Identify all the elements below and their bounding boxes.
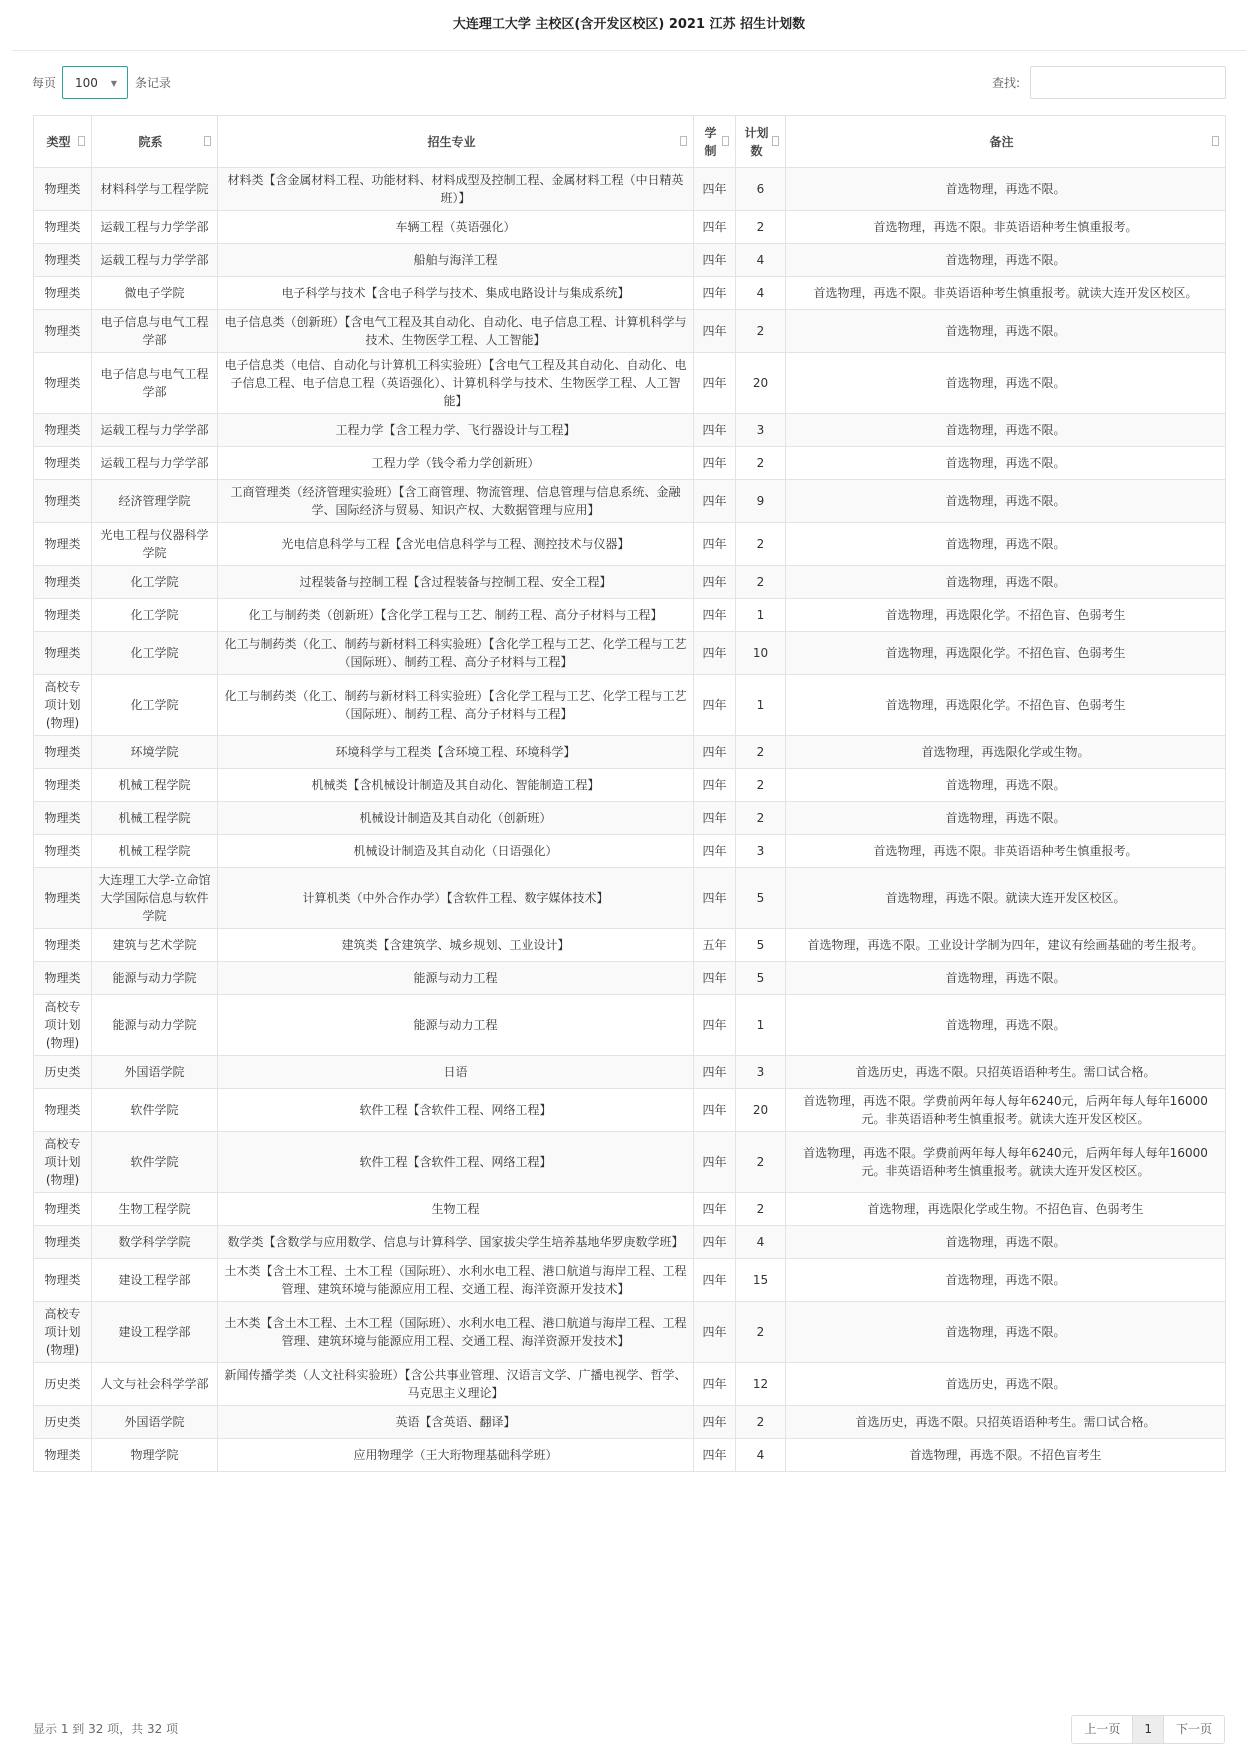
cell-department: 建设工程学部 (92, 1302, 218, 1363)
cell-plan-count: 4 (736, 277, 786, 310)
cell-remarks: 首选物理，再选不限。学费前两年每人每年6240元，后两年每人每年16000元。非英语语种考生慎重报考。就读大连开发区校区。 (786, 1132, 1226, 1193)
cell-department: 人文与社会科学学部 (92, 1363, 218, 1406)
cell-plan-count: 5 (736, 868, 786, 929)
cell-remarks: 首选物理，再选限化学或生物。 (786, 736, 1226, 769)
table-row (34, 802, 1226, 835)
cell-type: 物理类 (34, 244, 92, 277)
page-1-button[interactable]: 1 (1132, 1716, 1163, 1743)
cell-type: 物理类 (34, 1439, 92, 1472)
cell-plan-count: 6 (736, 168, 786, 211)
cell-remarks: 首选物理，再选不限。 (786, 802, 1226, 835)
cell-remarks: 首选物理，再选不限。不招色盲考生 (786, 1439, 1226, 1472)
cell-major: 船舶与海洋工程 (218, 244, 694, 277)
table-row (34, 1439, 1226, 1472)
cell-department: 材料科学与工程学院 (92, 168, 218, 211)
column-header-major[interactable] (218, 116, 694, 168)
cell-remarks: 首选物理，再选不限。非英语语种考生慎重报考。 (786, 211, 1226, 244)
cell-major: 应用物理学（王大珩物理基础科学班） (218, 1439, 694, 1472)
per-page-label: 每页 (32, 76, 57, 90)
cell-remarks: 首选物理，再选不限。 (786, 353, 1226, 414)
sort-icon (722, 136, 729, 146)
cell-duration: 四年 (694, 868, 736, 929)
cell-duration: 四年 (694, 1363, 736, 1406)
cell-major: 环境科学与工程类【含环境工程、环境科学】 (218, 736, 694, 769)
cell-plan-count: 2 (736, 566, 786, 599)
column-header-plan-count[interactable] (736, 116, 786, 168)
next-page-button[interactable]: 下一页 (1163, 1716, 1224, 1743)
cell-department: 运载工程与力学学部 (92, 447, 218, 480)
cell-department: 光电工程与仪器科学学院 (92, 523, 218, 566)
cell-department: 建筑与艺术学院 (92, 929, 218, 962)
cell-department: 机械工程学院 (92, 769, 218, 802)
table-row (34, 1226, 1226, 1259)
cell-plan-count: 3 (736, 1056, 786, 1089)
cell-major: 建筑类【含建筑学、城乡规划、工业设计】 (218, 929, 694, 962)
cell-department: 经济管理学院 (92, 480, 218, 523)
cell-type: 历史类 (34, 1406, 92, 1439)
per-page-value: 100 (75, 76, 98, 90)
cell-type: 物理类 (34, 211, 92, 244)
sort-icon (1212, 136, 1219, 146)
cell-department: 外国语学院 (92, 1406, 218, 1439)
cell-plan-count: 1 (736, 675, 786, 736)
cell-plan-count: 3 (736, 414, 786, 447)
cell-plan-count: 2 (736, 1406, 786, 1439)
cell-department: 化工学院 (92, 632, 218, 675)
cell-duration: 四年 (694, 599, 736, 632)
cell-type: 物理类 (34, 1193, 92, 1226)
table-row (34, 1132, 1226, 1193)
cell-plan-count: 5 (736, 962, 786, 995)
cell-major: 材料类【含金属材料工程、功能材料、材料成型及控制工程、金属材料工程（中日精英班）】 (218, 168, 694, 211)
table-header-row (34, 116, 1226, 168)
cell-remarks: 首选物理，再选不限。 (786, 310, 1226, 353)
cell-plan-count: 2 (736, 310, 786, 353)
sort-icon (772, 136, 779, 146)
cell-plan-count: 20 (736, 1089, 786, 1132)
cell-remarks: 首选物理，再选不限。 (786, 1259, 1226, 1302)
cell-type: 历史类 (34, 1056, 92, 1089)
cell-type: 物理类 (34, 868, 92, 929)
cell-type: 物理类 (34, 962, 92, 995)
cell-plan-count: 2 (736, 769, 786, 802)
cell-duration: 四年 (694, 1193, 736, 1226)
table-row (34, 599, 1226, 632)
cell-remarks: 首选历史，再选不限。只招英语语种考生。需口试合格。 (786, 1056, 1226, 1089)
cell-duration: 四年 (694, 1089, 736, 1132)
cell-duration: 四年 (694, 277, 736, 310)
cell-major: 电子科学与技术【含电子科学与技术、集成电路设计与集成系统】 (218, 277, 694, 310)
cell-remarks: 首选物理，再选不限。 (786, 447, 1226, 480)
table-row (34, 1193, 1226, 1226)
cell-remarks: 首选物理，再选不限。 (786, 566, 1226, 599)
cell-type: 高校专项计划(物理) (34, 1132, 92, 1193)
cell-plan-count: 10 (736, 632, 786, 675)
cell-duration: 四年 (694, 566, 736, 599)
cell-plan-count: 2 (736, 736, 786, 769)
cell-type: 物理类 (34, 480, 92, 523)
cell-major: 电子信息类（创新班）【含电气工程及其自动化、自动化、电子信息工程、计算机科学与技术、生物医学工程、人工智能】 (218, 310, 694, 353)
table-info: 显示 1 到 32 项，共 32 项 (33, 1722, 179, 1736)
cell-duration: 四年 (694, 736, 736, 769)
table-row (34, 414, 1226, 447)
cell-plan-count: 1 (736, 995, 786, 1056)
cell-duration: 四年 (694, 1406, 736, 1439)
cell-remarks: 首选物理，再选不限。 (786, 480, 1226, 523)
cell-remarks: 首选物理，再选不限。 (786, 1226, 1226, 1259)
cell-remarks: 首选历史，再选不限。 (786, 1363, 1226, 1406)
cell-major: 工商管理类（经济管理实验班）【含工商管理、物流管理、信息管理与信息系统、金融学、国际经济与贸易、知识产权、大数据管理与应用】 (218, 480, 694, 523)
cell-department: 化工学院 (92, 566, 218, 599)
table-row (34, 1363, 1226, 1406)
table-row (34, 566, 1226, 599)
search-label: 查找: (991, 76, 1020, 90)
cell-plan-count: 2 (736, 1132, 786, 1193)
cell-major: 光电信息科学与工程【含光电信息科学与工程、测控技术与仪器】 (218, 523, 694, 566)
search-input[interactable] (1030, 66, 1226, 99)
cell-plan-count: 2 (736, 447, 786, 480)
cell-remarks: 首选物理，再选限化学。不招色盲、色弱考生 (786, 632, 1226, 675)
cell-duration: 四年 (694, 1439, 736, 1472)
cell-remarks: 首选物理，再选不限。非英语语种考生慎重报考。就读大连开发区校区。 (786, 277, 1226, 310)
cell-type: 物理类 (34, 414, 92, 447)
cell-type: 物理类 (34, 447, 92, 480)
cell-duration: 四年 (694, 1226, 736, 1259)
cell-department: 运载工程与力学学部 (92, 244, 218, 277)
cell-type: 物理类 (34, 353, 92, 414)
cell-major: 工程力学【含工程力学、飞行器设计与工程】 (218, 414, 694, 447)
cell-major: 能源与动力工程 (218, 962, 694, 995)
cell-plan-count: 1 (736, 599, 786, 632)
cell-duration: 四年 (694, 1132, 736, 1193)
cell-department: 数学科学学院 (92, 1226, 218, 1259)
cell-remarks: 首选物理，再选限化学。不招色盲、色弱考生 (786, 675, 1226, 736)
column-header-label: 学制 (704, 125, 717, 158)
cell-plan-count: 2 (736, 211, 786, 244)
cell-type: 高校专项计划(物理) (34, 995, 92, 1056)
table-row (34, 1089, 1226, 1132)
cell-duration: 四年 (694, 523, 736, 566)
cell-major: 机械设计制造及其自动化（日语强化） (218, 835, 694, 868)
cell-duration: 四年 (694, 1056, 736, 1089)
table-body (34, 168, 1226, 1472)
cell-department: 化工学院 (92, 599, 218, 632)
table-row (34, 211, 1226, 244)
cell-remarks: 首选物理，再选不限。 (786, 414, 1226, 447)
pagination (1071, 1715, 1225, 1744)
column-header-label: 招生专业 (427, 134, 476, 149)
cell-duration: 四年 (694, 353, 736, 414)
cell-department: 运载工程与力学学部 (92, 211, 218, 244)
cell-duration: 四年 (694, 835, 736, 868)
table-row (34, 1056, 1226, 1089)
chevron-down-icon: ▼ (110, 79, 117, 88)
cell-major: 新闻传播学类（人文社科实验班）【含公共事业管理、汉语言文学、广播电视学、哲学、马克思主义理论】 (218, 1363, 694, 1406)
cell-plan-count: 4 (736, 1439, 786, 1472)
column-header-label: 类型 (46, 134, 71, 149)
cell-department: 生物工程学院 (92, 1193, 218, 1226)
cell-major: 软件工程【含软件工程、网络工程】 (218, 1089, 694, 1132)
cell-remarks: 首选物理，再选不限。 (786, 769, 1226, 802)
cell-major: 土木类【含土木工程、土木工程（国际班）、水利水电工程、港口航道与海岸工程、工程管理、建筑环境与能源应用工程、交通工程、海洋资源开发技术】 (218, 1259, 694, 1302)
cell-type: 物理类 (34, 1226, 92, 1259)
cell-remarks: 首选物理，再选不限。学费前两年每人每年6240元，后两年每人每年16000元。非英语语种考生慎重报考。就读大连开发区校区。 (786, 1089, 1226, 1132)
cell-major: 数学类【含数学与应用数学、信息与计算科学、国家拔尖学生培养基地华罗庚数学班】 (218, 1226, 694, 1259)
table-row (34, 353, 1226, 414)
cell-department: 外国语学院 (92, 1056, 218, 1089)
cell-major: 计算机类（中外合作办学）【含软件工程、数字媒体技术】 (218, 868, 694, 929)
sort-icon (78, 136, 85, 146)
table-row (34, 310, 1226, 353)
cell-major: 化工与制药类（创新班）【含化学工程与工艺、制药工程、高分子材料与工程】 (218, 599, 694, 632)
cell-type: 物理类 (34, 1089, 92, 1132)
table-row (34, 480, 1226, 523)
cell-type: 高校专项计划(物理) (34, 675, 92, 736)
cell-type: 历史类 (34, 1363, 92, 1406)
table-row (34, 523, 1226, 566)
sort-icon (680, 136, 687, 146)
cell-duration: 四年 (694, 211, 736, 244)
cell-major: 机械类【含机械设计制造及其自动化、智能制造工程】 (218, 769, 694, 802)
cell-department: 能源与动力学院 (92, 995, 218, 1056)
cell-type: 物理类 (34, 523, 92, 566)
cell-duration: 四年 (694, 995, 736, 1056)
cell-plan-count: 4 (736, 244, 786, 277)
cell-remarks: 首选物理，再选限化学。不招色盲、色弱考生 (786, 599, 1226, 632)
column-header-remarks[interactable] (786, 116, 1226, 168)
table-row (34, 447, 1226, 480)
table-row (34, 962, 1226, 995)
cell-remarks: 首选物理，再选不限。非英语语种考生慎重报考。 (786, 835, 1226, 868)
cell-duration: 四年 (694, 414, 736, 447)
table-row (34, 244, 1226, 277)
cell-duration: 四年 (694, 675, 736, 736)
cell-duration: 四年 (694, 1259, 736, 1302)
cell-remarks: 首选物理，再选限化学或生物。不招色盲、色弱考生 (786, 1193, 1226, 1226)
cell-department: 运载工程与力学学部 (92, 414, 218, 447)
sort-icon (204, 136, 211, 146)
cell-type: 物理类 (34, 769, 92, 802)
table-row (34, 168, 1226, 211)
cell-major: 机械设计制造及其自动化（创新班） (218, 802, 694, 835)
cell-remarks: 首选物理，再选不限。 (786, 168, 1226, 211)
cell-department: 建设工程学部 (92, 1259, 218, 1302)
cell-department: 微电子学院 (92, 277, 218, 310)
cell-department: 环境学院 (92, 736, 218, 769)
cell-department: 能源与动力学院 (92, 962, 218, 995)
column-header-label: 计划数 (744, 125, 769, 158)
cell-type: 物理类 (34, 802, 92, 835)
cell-department: 电子信息与电气工程学部 (92, 353, 218, 414)
cell-plan-count: 20 (736, 353, 786, 414)
cell-type: 物理类 (34, 929, 92, 962)
cell-major: 软件工程【含软件工程、网络工程】 (218, 1132, 694, 1193)
cell-duration: 四年 (694, 244, 736, 277)
cell-duration: 四年 (694, 632, 736, 675)
cell-duration: 四年 (694, 962, 736, 995)
cell-duration: 五年 (694, 929, 736, 962)
cell-plan-count: 2 (736, 1193, 786, 1226)
cell-department: 机械工程学院 (92, 835, 218, 868)
table-row (34, 736, 1226, 769)
table-row (34, 769, 1226, 802)
table-row (34, 868, 1226, 929)
cell-major: 工程力学（钱令希力学创新班） (218, 447, 694, 480)
cell-type: 物理类 (34, 1259, 92, 1302)
cell-type: 物理类 (34, 168, 92, 211)
cell-department: 软件学院 (92, 1132, 218, 1193)
cell-type: 物理类 (34, 736, 92, 769)
cell-major: 生物工程 (218, 1193, 694, 1226)
cell-remarks: 首选物理，再选不限。 (786, 1302, 1226, 1363)
cell-plan-count: 9 (736, 480, 786, 523)
cell-type: 物理类 (34, 310, 92, 353)
cell-duration: 四年 (694, 802, 736, 835)
cell-department: 化工学院 (92, 675, 218, 736)
column-header-label: 备注 (989, 134, 1014, 149)
table-row (34, 675, 1226, 736)
table-row (34, 277, 1226, 310)
table-row (34, 1406, 1226, 1439)
cell-duration: 四年 (694, 447, 736, 480)
records-label: 条记录 (135, 76, 172, 90)
cell-plan-count: 2 (736, 802, 786, 835)
cell-major: 土木类【含土木工程、土木工程（国际班）、水利水电工程、港口航道与海岸工程、工程管理、建筑环境与能源应用工程、交通工程、海洋资源开发技术】 (218, 1302, 694, 1363)
cell-plan-count: 3 (736, 835, 786, 868)
cell-major: 过程装备与控制工程【含过程装备与控制工程、安全工程】 (218, 566, 694, 599)
cell-duration: 四年 (694, 1302, 736, 1363)
cell-plan-count: 5 (736, 929, 786, 962)
cell-department: 软件学院 (92, 1089, 218, 1132)
table-row (34, 1259, 1226, 1302)
cell-remarks: 首选物理，再选不限。 (786, 962, 1226, 995)
cell-plan-count: 2 (736, 523, 786, 566)
cell-remarks: 首选历史，再选不限。只招英语语种考生。需口试合格。 (786, 1406, 1226, 1439)
cell-remarks: 首选物理，再选不限。 (786, 244, 1226, 277)
cell-type: 物理类 (34, 566, 92, 599)
cell-major: 日语 (218, 1056, 694, 1089)
cell-major: 化工与制药类（化工、制药与新材料工科实验班）【含化学工程与工艺、化学工程与工艺（国际班）、制药工程、高分子材料与工程】 (218, 675, 694, 736)
cell-major: 英语【含英语、翻译】 (218, 1406, 694, 1439)
cell-remarks: 首选物理，再选不限。 (786, 995, 1226, 1056)
cell-duration: 四年 (694, 769, 736, 802)
column-header-label: 院系 (138, 134, 163, 149)
column-header-department[interactable] (92, 116, 218, 168)
cell-department: 物理学院 (92, 1439, 218, 1472)
plan-table (33, 115, 1226, 1472)
cell-department: 大连理工大学-立命馆大学国际信息与软件学院 (92, 868, 218, 929)
table-controls (32, 64, 1226, 104)
cell-plan-count: 2 (736, 1302, 786, 1363)
table-row (34, 929, 1226, 962)
cell-department: 电子信息与电气工程学部 (92, 310, 218, 353)
cell-remarks: 首选物理，再选不限。就读大连开发区校区。 (786, 868, 1226, 929)
prev-page-button[interactable]: 上一页 (1072, 1716, 1132, 1743)
cell-major: 电子信息类（电信、自动化与计算机工科实验班）【含电气工程及其自动化、自动化、电子信息工程、电子信息工程（英语强化）、计算机科学与技术、生物医学工程、人工智能】 (218, 353, 694, 414)
cell-remarks: 首选物理，再选不限。 (786, 523, 1226, 566)
per-page-select[interactable] (62, 66, 128, 99)
cell-type: 物理类 (34, 277, 92, 310)
cell-department: 机械工程学院 (92, 802, 218, 835)
cell-type: 物理类 (34, 835, 92, 868)
cell-plan-count: 12 (736, 1363, 786, 1406)
column-header-type[interactable] (34, 116, 92, 168)
table-row (34, 995, 1226, 1056)
cell-major: 能源与动力工程 (218, 995, 694, 1056)
cell-remarks: 首选物理，再选不限。工业设计学制为四年，建议有绘画基础的考生报考。 (786, 929, 1226, 962)
table-row (34, 1302, 1226, 1363)
cell-type: 物理类 (34, 632, 92, 675)
cell-duration: 四年 (694, 168, 736, 211)
table-row (34, 835, 1226, 868)
cell-type: 高校专项计划(物理) (34, 1302, 92, 1363)
cell-plan-count: 15 (736, 1259, 786, 1302)
cell-type: 物理类 (34, 599, 92, 632)
page-title: 大连理工大学 主校区(含开发区校区) 2021 江苏 招生计划数 (12, 0, 1246, 51)
cell-duration: 四年 (694, 310, 736, 353)
cell-major: 化工与制药类（化工、制药与新材料工科实验班）【含化学工程与工艺、化学工程与工艺（国际班）、制药工程、高分子材料与工程】 (218, 632, 694, 675)
column-header-duration[interactable] (694, 116, 736, 168)
cell-duration: 四年 (694, 480, 736, 523)
table-row (34, 632, 1226, 675)
cell-major: 车辆工程（英语强化） (218, 211, 694, 244)
cell-plan-count: 4 (736, 1226, 786, 1259)
